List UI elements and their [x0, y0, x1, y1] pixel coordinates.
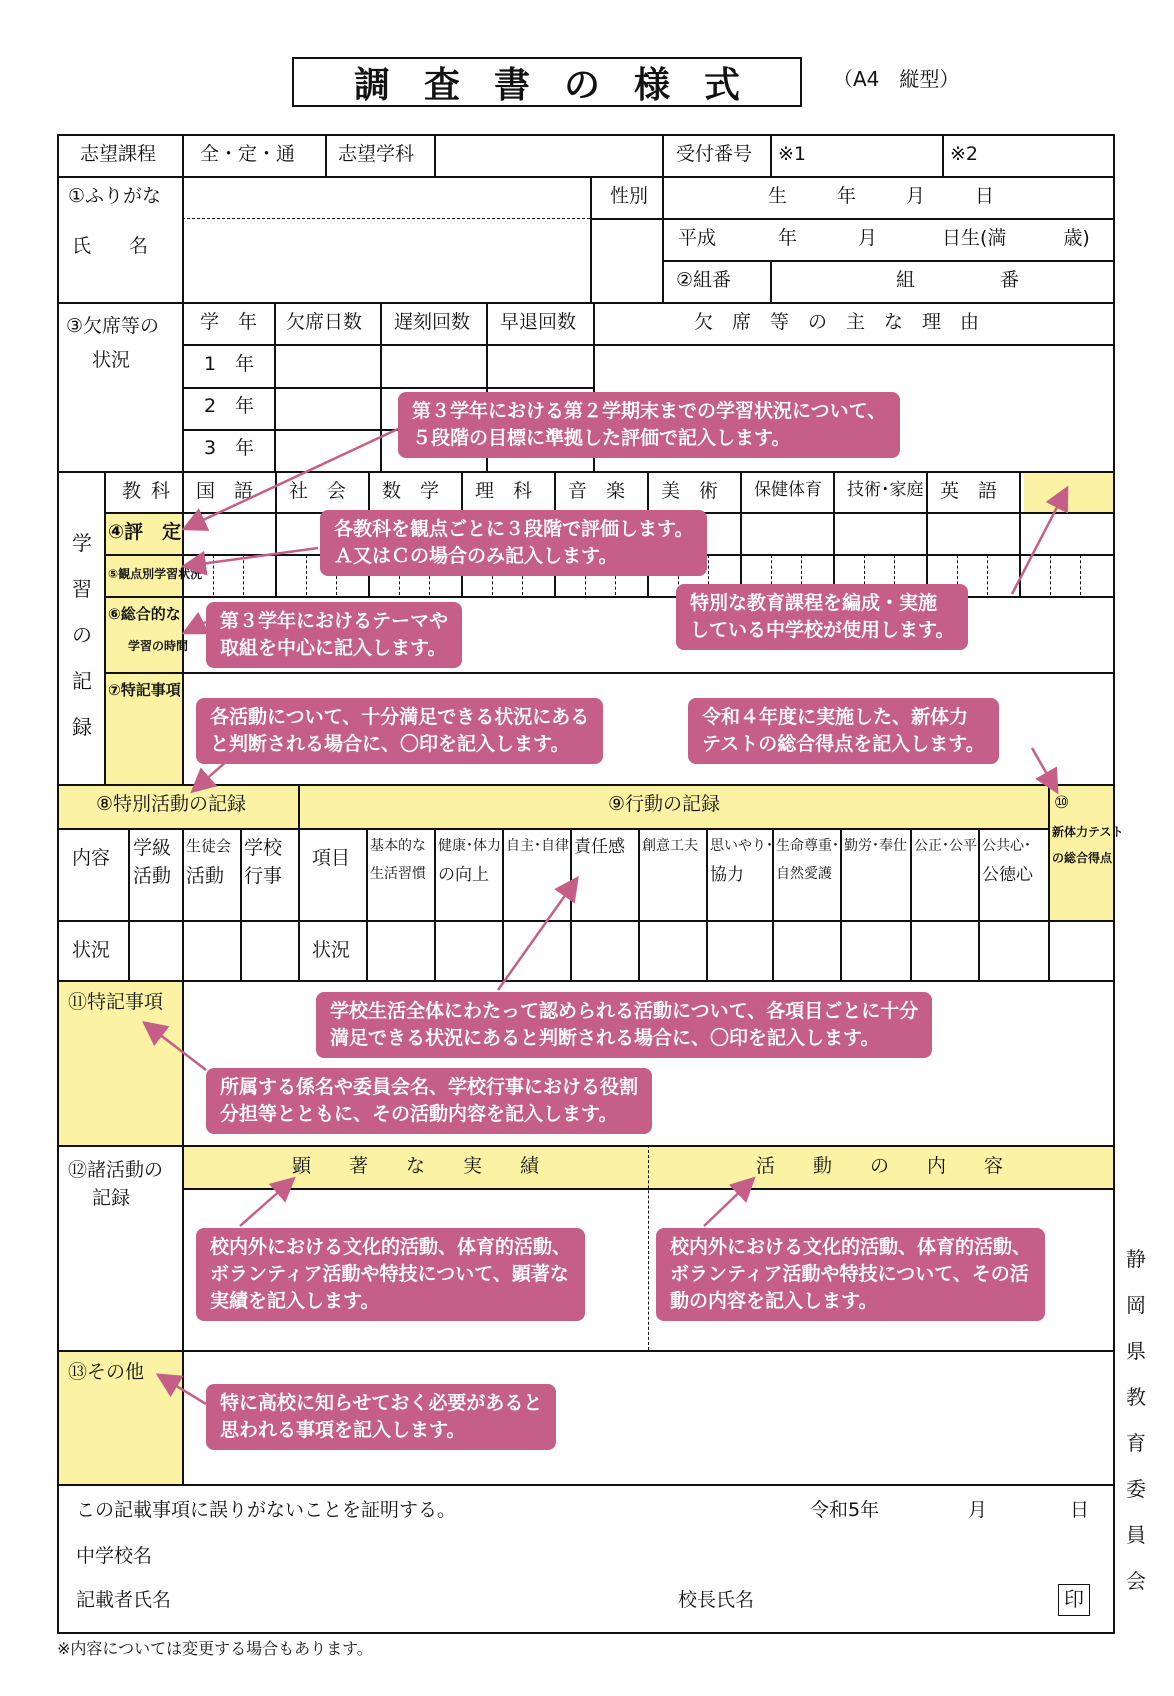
- ban-label: 番: [1000, 269, 1020, 291]
- issuer-char-5: 育: [1126, 1431, 1146, 1455]
- principal-name-label: 校長氏名: [678, 1589, 755, 1611]
- callout-remarks: 所属する係名や委員会名、学校行事における役割 分担等とともに、その活動内容を記入します。: [206, 1068, 652, 1134]
- birth-month: 月: [858, 227, 878, 249]
- birth-year: 年: [778, 227, 798, 249]
- achievements-col-2: 活 動 の 内 容: [756, 1155, 1004, 1177]
- subject-label: 教科: [122, 480, 181, 502]
- special-item-2-line-2: 活動: [186, 865, 225, 887]
- attendance-label-2: 状況: [92, 349, 131, 371]
- behavior-item-1-line-2: 生活習慣: [370, 866, 426, 882]
- special-item-2-line-1: 生徒会: [186, 837, 232, 855]
- remarks-label: ⑪特記事項: [68, 991, 164, 1013]
- attendance-reason-header: 欠 席 等 の 主 な 理 由: [694, 311, 980, 333]
- fitness-header-3: の総合得点: [1052, 851, 1113, 865]
- learning-side-4: 記: [72, 669, 92, 693]
- issuer-char-4: 教: [1126, 1385, 1146, 1409]
- receipt-label: 受付番号: [676, 143, 753, 165]
- behavior-item-6-line-2: 協力: [710, 865, 744, 885]
- certification-statement: この記載事項に誤りがないことを証明する。: [76, 1499, 457, 1521]
- integrated-label-2: 学習の時間: [128, 639, 189, 653]
- behavior-item-7-line-1: 生命尊重･: [776, 838, 839, 854]
- attendance-header-early: 早退回数: [500, 311, 577, 333]
- other-label: ⑬その他: [68, 1361, 145, 1383]
- school-name-label: 中学校名: [76, 1545, 153, 1567]
- writer-name-label: 記載者氏名: [76, 1589, 172, 1611]
- callout-activity-content: 校内外における文化的活動、体育的活動、 ボランティア活動や特技について、その活 動の内容を記入します。: [656, 1228, 1045, 1321]
- issuer-char-8: 会: [1126, 1569, 1146, 1593]
- learning-side-5: 録: [72, 715, 92, 739]
- learning-side-1: 学: [72, 531, 92, 555]
- subject-8: 技術･家庭: [847, 480, 924, 500]
- special-status-label: 状況: [72, 939, 111, 961]
- behavior-item-1-line-1: 基本的な: [370, 838, 426, 854]
- birth-age: 日生(満 歳): [942, 227, 1090, 249]
- course-value[interactable]: 全・定・通: [200, 143, 296, 165]
- subject-6: 美 術: [661, 480, 719, 502]
- callout-special-curriculum: 特別な教育課程を編成・実施 している中学校が使用します。: [676, 584, 968, 650]
- grade-2: 2 年: [204, 395, 255, 417]
- special-item-3-line-1: 学校: [244, 837, 283, 859]
- cert-month: 月: [968, 1499, 988, 1521]
- special-item-1-line-2: 活動: [133, 865, 172, 887]
- behavior-status-label: 状況: [312, 939, 351, 961]
- callout-behavior: 学校生活全体にわたって認められる活動について、各項目ごとに十分 満足できる状況にあると判断される場合に、〇印を記入します。: [316, 992, 932, 1058]
- cert-day: 日: [1070, 1499, 1090, 1521]
- callout-special-activities: 各活動について、十分満足できる状況にある と判断される場合に、〇印を記入します。: [196, 698, 603, 764]
- seal-box: 印: [1058, 1584, 1090, 1616]
- grade-3: 3 年: [204, 437, 255, 459]
- issuer-char-2: 岡: [1126, 1293, 1146, 1317]
- receipt-2: ※2: [950, 143, 979, 165]
- behavior-item-2-line-2: の向上: [438, 865, 489, 885]
- fitness-header-2: 新体力テスト: [1052, 825, 1124, 839]
- behavior-item-8-line-1: 勤労･奉仕: [844, 838, 907, 854]
- callout-fitness: 令和４年度に実施した、新体力 テストの総合得点を記入します。: [688, 698, 999, 764]
- subject-1: 国 語: [196, 480, 254, 502]
- attendance-header-absent: 欠席日数: [286, 311, 363, 333]
- rating-label: ④評 定: [108, 521, 182, 543]
- issuer-char-1: 静: [1126, 1247, 1146, 1271]
- receipt-1: ※1: [778, 143, 807, 165]
- furigana-label: ①ふりがな: [68, 185, 162, 207]
- issuer-char-3: 県: [1126, 1339, 1146, 1363]
- subject-9: 英 語: [940, 480, 998, 502]
- kumi-label: 組: [896, 269, 916, 291]
- course-label: 志望課程: [80, 143, 157, 165]
- behavior-item-7-line-2: 自然愛護: [776, 866, 832, 882]
- behavior-item-4-line-1: 責任感: [574, 837, 625, 857]
- achievements-col-1: 顕 著 な 実 績: [292, 1155, 540, 1177]
- attendance-header-late: 遅刻回数: [394, 311, 471, 333]
- special-item-1-line-1: 学級: [133, 837, 172, 859]
- special-activities-header: ⑧特別活動の記録: [96, 793, 247, 815]
- integrated-label-1: ⑥総合的な: [108, 605, 181, 623]
- subject-5: 音 楽: [568, 480, 626, 502]
- item-label: 項目: [312, 847, 351, 869]
- attendance-header-grade: 学 年: [200, 311, 258, 333]
- callout-integrated: 第３学年におけるテーマや 取組を中心に記入します。: [206, 602, 462, 668]
- special-notes-label: ⑦特記事項: [108, 681, 181, 699]
- footnote: ※内容については変更する場合もあります。: [57, 1639, 373, 1658]
- dept-label: 志望学科: [338, 143, 415, 165]
- behavior-item-9-line-1: 公正･公平: [914, 838, 977, 854]
- viewpoint-label: ⑤観点別学習状況: [108, 567, 203, 581]
- achievements-label-2: 記録: [92, 1187, 131, 1209]
- behavior-item-6-line-1: 思いやり･: [710, 838, 773, 854]
- gender-label: 性別: [610, 185, 649, 207]
- callout-viewpoint: 各教科を観点ごとに３段階で評価します。 Ａ又はＣの場合のみ記入します。: [320, 510, 707, 576]
- callout-rating: 第３学年における第２学期末までの学習状況について、 ５段階の目標に準拠した評価で記入します。: [398, 392, 900, 458]
- fitness-header-1: ⑩: [1054, 793, 1070, 813]
- issuer-char-7: 員: [1126, 1523, 1146, 1547]
- heisei-label: 平成: [678, 227, 717, 249]
- behavior-header: ⑨行動の記録: [608, 793, 721, 815]
- birth-row: 生 年 月 日: [768, 185, 999, 207]
- behavior-item-3-line-1: 自主･自律: [506, 838, 569, 854]
- behavior-item-10-line-2: 公徳心: [982, 865, 1033, 885]
- cert-date-prefix: 令和5年: [810, 1499, 880, 1521]
- learning-side-3: の: [72, 623, 92, 647]
- name-label: 氏 名: [72, 235, 149, 257]
- special-item-3-line-2: 行事: [244, 865, 283, 887]
- subject-3: 数 学: [382, 480, 440, 502]
- subject-7: 保健体育: [754, 480, 822, 500]
- behavior-item-2-line-1: 健康･体力: [438, 838, 501, 854]
- grade-1: 1 年: [204, 353, 255, 375]
- behavior-item-5-line-1: 創意工夫: [642, 838, 698, 854]
- form-title: 調査書の様式: [292, 57, 802, 107]
- callout-achievements: 校内外における文化的活動、体育的活動、 ボランティア活動や特技について、顕著な 実績を記入します。: [196, 1228, 585, 1321]
- paper-size-note: （A4 縦型）: [833, 67, 960, 91]
- content-label: 内容: [72, 847, 111, 869]
- subject-2: 社 会: [289, 480, 347, 502]
- callout-other: 特に高校に知らせておく必要があると 思われる事項を記入します。: [206, 1384, 556, 1450]
- achievements-label-1: ⑫諸活動の: [68, 1159, 164, 1181]
- behavior-item-10-line-1: 公共心･: [982, 838, 1031, 854]
- attendance-label-1: ③欠席等の: [66, 315, 160, 337]
- issuer-char-6: 委: [1126, 1477, 1146, 1501]
- learning-side-2: 習: [72, 577, 92, 601]
- subject-4: 理 科: [475, 480, 533, 502]
- class-label: ②組番: [676, 269, 732, 291]
